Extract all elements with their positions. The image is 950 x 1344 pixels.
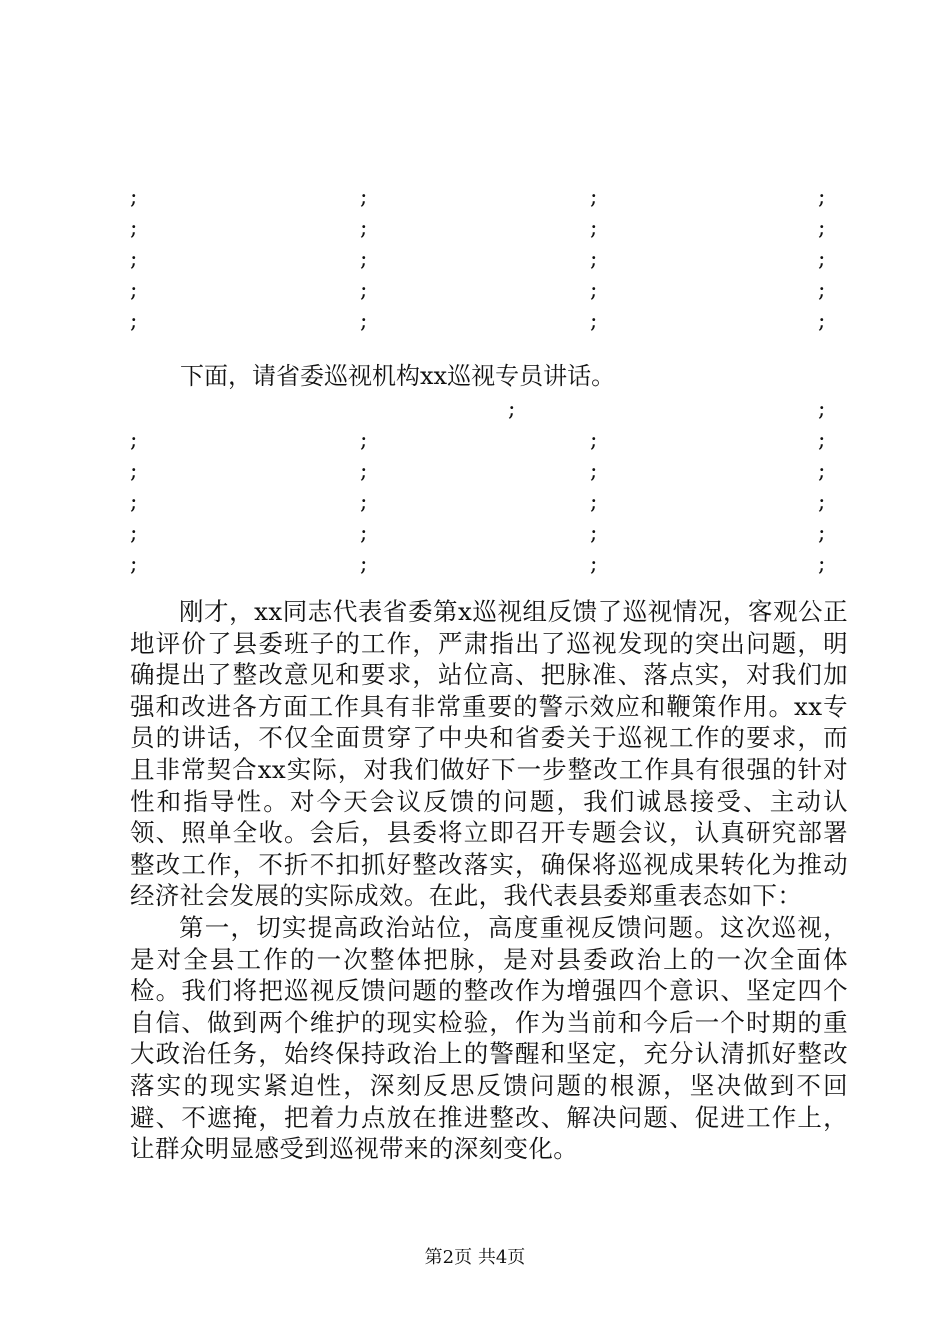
separator-mark: ;	[360, 278, 368, 303]
separator-mark: ;	[360, 247, 368, 272]
separator-row	[130, 518, 830, 549]
separator-mark: ;	[590, 278, 598, 303]
separator-mark: ;	[590, 521, 598, 546]
separator-mark: ;	[130, 428, 138, 453]
separator-mark: ;	[360, 459, 368, 484]
separator-mark: ;	[818, 459, 826, 484]
separator-mark: ;	[590, 216, 598, 241]
separator-row	[130, 394, 830, 425]
separator-row	[130, 275, 830, 306]
separator-mark: ;	[818, 309, 826, 334]
separator-mark: ;	[818, 247, 826, 272]
separator-mark: ;	[590, 428, 598, 453]
separator-row	[130, 487, 830, 518]
separator-mark: ;	[590, 247, 598, 272]
separator-mark: ;	[130, 459, 138, 484]
separator-mark: ;	[130, 552, 138, 577]
separator-mark: ;	[818, 490, 826, 515]
separator-mark: ;	[360, 521, 368, 546]
separator-mark: ;	[130, 490, 138, 515]
separator-mark: ;	[130, 521, 138, 546]
separator-mark: ;	[818, 278, 826, 303]
separator-mark: ;	[818, 552, 826, 577]
separator-mark: ;	[360, 216, 368, 241]
separator-mark: ;	[818, 428, 826, 453]
intro-line: 下面，请省委巡视机构xx巡视专员讲话。	[180, 362, 616, 390]
separator-mark: ;	[130, 216, 138, 241]
separator-row	[130, 549, 830, 580]
separator-mark: ;	[130, 185, 138, 210]
separator-mark: ;	[360, 552, 368, 577]
separator-row	[130, 306, 830, 337]
separator-mark: ;	[360, 490, 368, 515]
separator-mark: ;	[360, 428, 368, 453]
document-body	[130, 596, 848, 1165]
separator-row	[130, 182, 830, 213]
separator-mark: ;	[590, 490, 598, 515]
separator-mark: ;	[818, 185, 826, 210]
separator-mark: ;	[130, 309, 138, 334]
separator-mark: ;	[818, 216, 826, 241]
separator-mark: ;	[818, 521, 826, 546]
paragraph: 第一，切实提高政治站位，高度重视反馈问题。这次巡视，是对全县工作的一次整体把脉，是对县委政治上的一次全面体检。我们将把巡视反馈问题的整改作为增强四个意识、坚定四个自信、做到两个维护的现实检验，作为当前和今后一个时期的重大政治任务，始终保持政治上的警醒和坚定，充分认清抓好整改落实的现实紧迫性，深刻反思反馈问题的根源，坚决做到不回避、不遮掩，把着力点放在推进整改、解决问题、促进工作上，让群众明显感受到巡视带来的深刻变化。	[130, 912, 848, 1164]
separator-mark: ;	[590, 552, 598, 577]
separator-mark: ;	[360, 185, 368, 210]
separator-mark: ;	[360, 309, 368, 334]
separator-row	[130, 244, 830, 275]
separator-mark: ;	[818, 397, 826, 422]
separator-mark: ;	[590, 459, 598, 484]
separator-mark: ;	[508, 397, 516, 422]
separator-mark: ;	[590, 309, 598, 334]
separator-row	[130, 456, 830, 487]
separator-mark: ;	[130, 278, 138, 303]
separator-row	[130, 213, 830, 244]
separator-row	[130, 425, 830, 456]
separator-mark: ;	[130, 247, 138, 272]
separator-mark: ;	[590, 185, 598, 210]
page-footer: 第2页 共4页	[424, 1247, 526, 1268]
separator-grid-middle	[130, 394, 830, 580]
paragraph: 刚才，xx同志代表省委第x巡视组反馈了巡视情况，客观公正地评价了县委班子的工作，严肃指出了巡视发现的突出问题，明确提出了整改意见和要求，站位高、把脉准、落点实，对我们加强和改进各方面工作具有非常重要的警示效应和鞭策作用。xx专员的讲话，不仅全面贯穿了中央和省委关于巡视工作的要求，而且非常契合xx实际，对我们做好下一步整改工作具有很强的针对性和指导性。对今天会议反馈的问题，我们诚恳接受、主动认领、照单全收。会后，县委将立即召开专题会议，认真研究部署整改工作，不折不扣抓好整改落实，确保将巡视成果转化为推动经济社会发展的实际成效。在此，我代表县委郑重表态如下：	[130, 597, 848, 911]
separator-grid-top	[130, 182, 830, 337]
